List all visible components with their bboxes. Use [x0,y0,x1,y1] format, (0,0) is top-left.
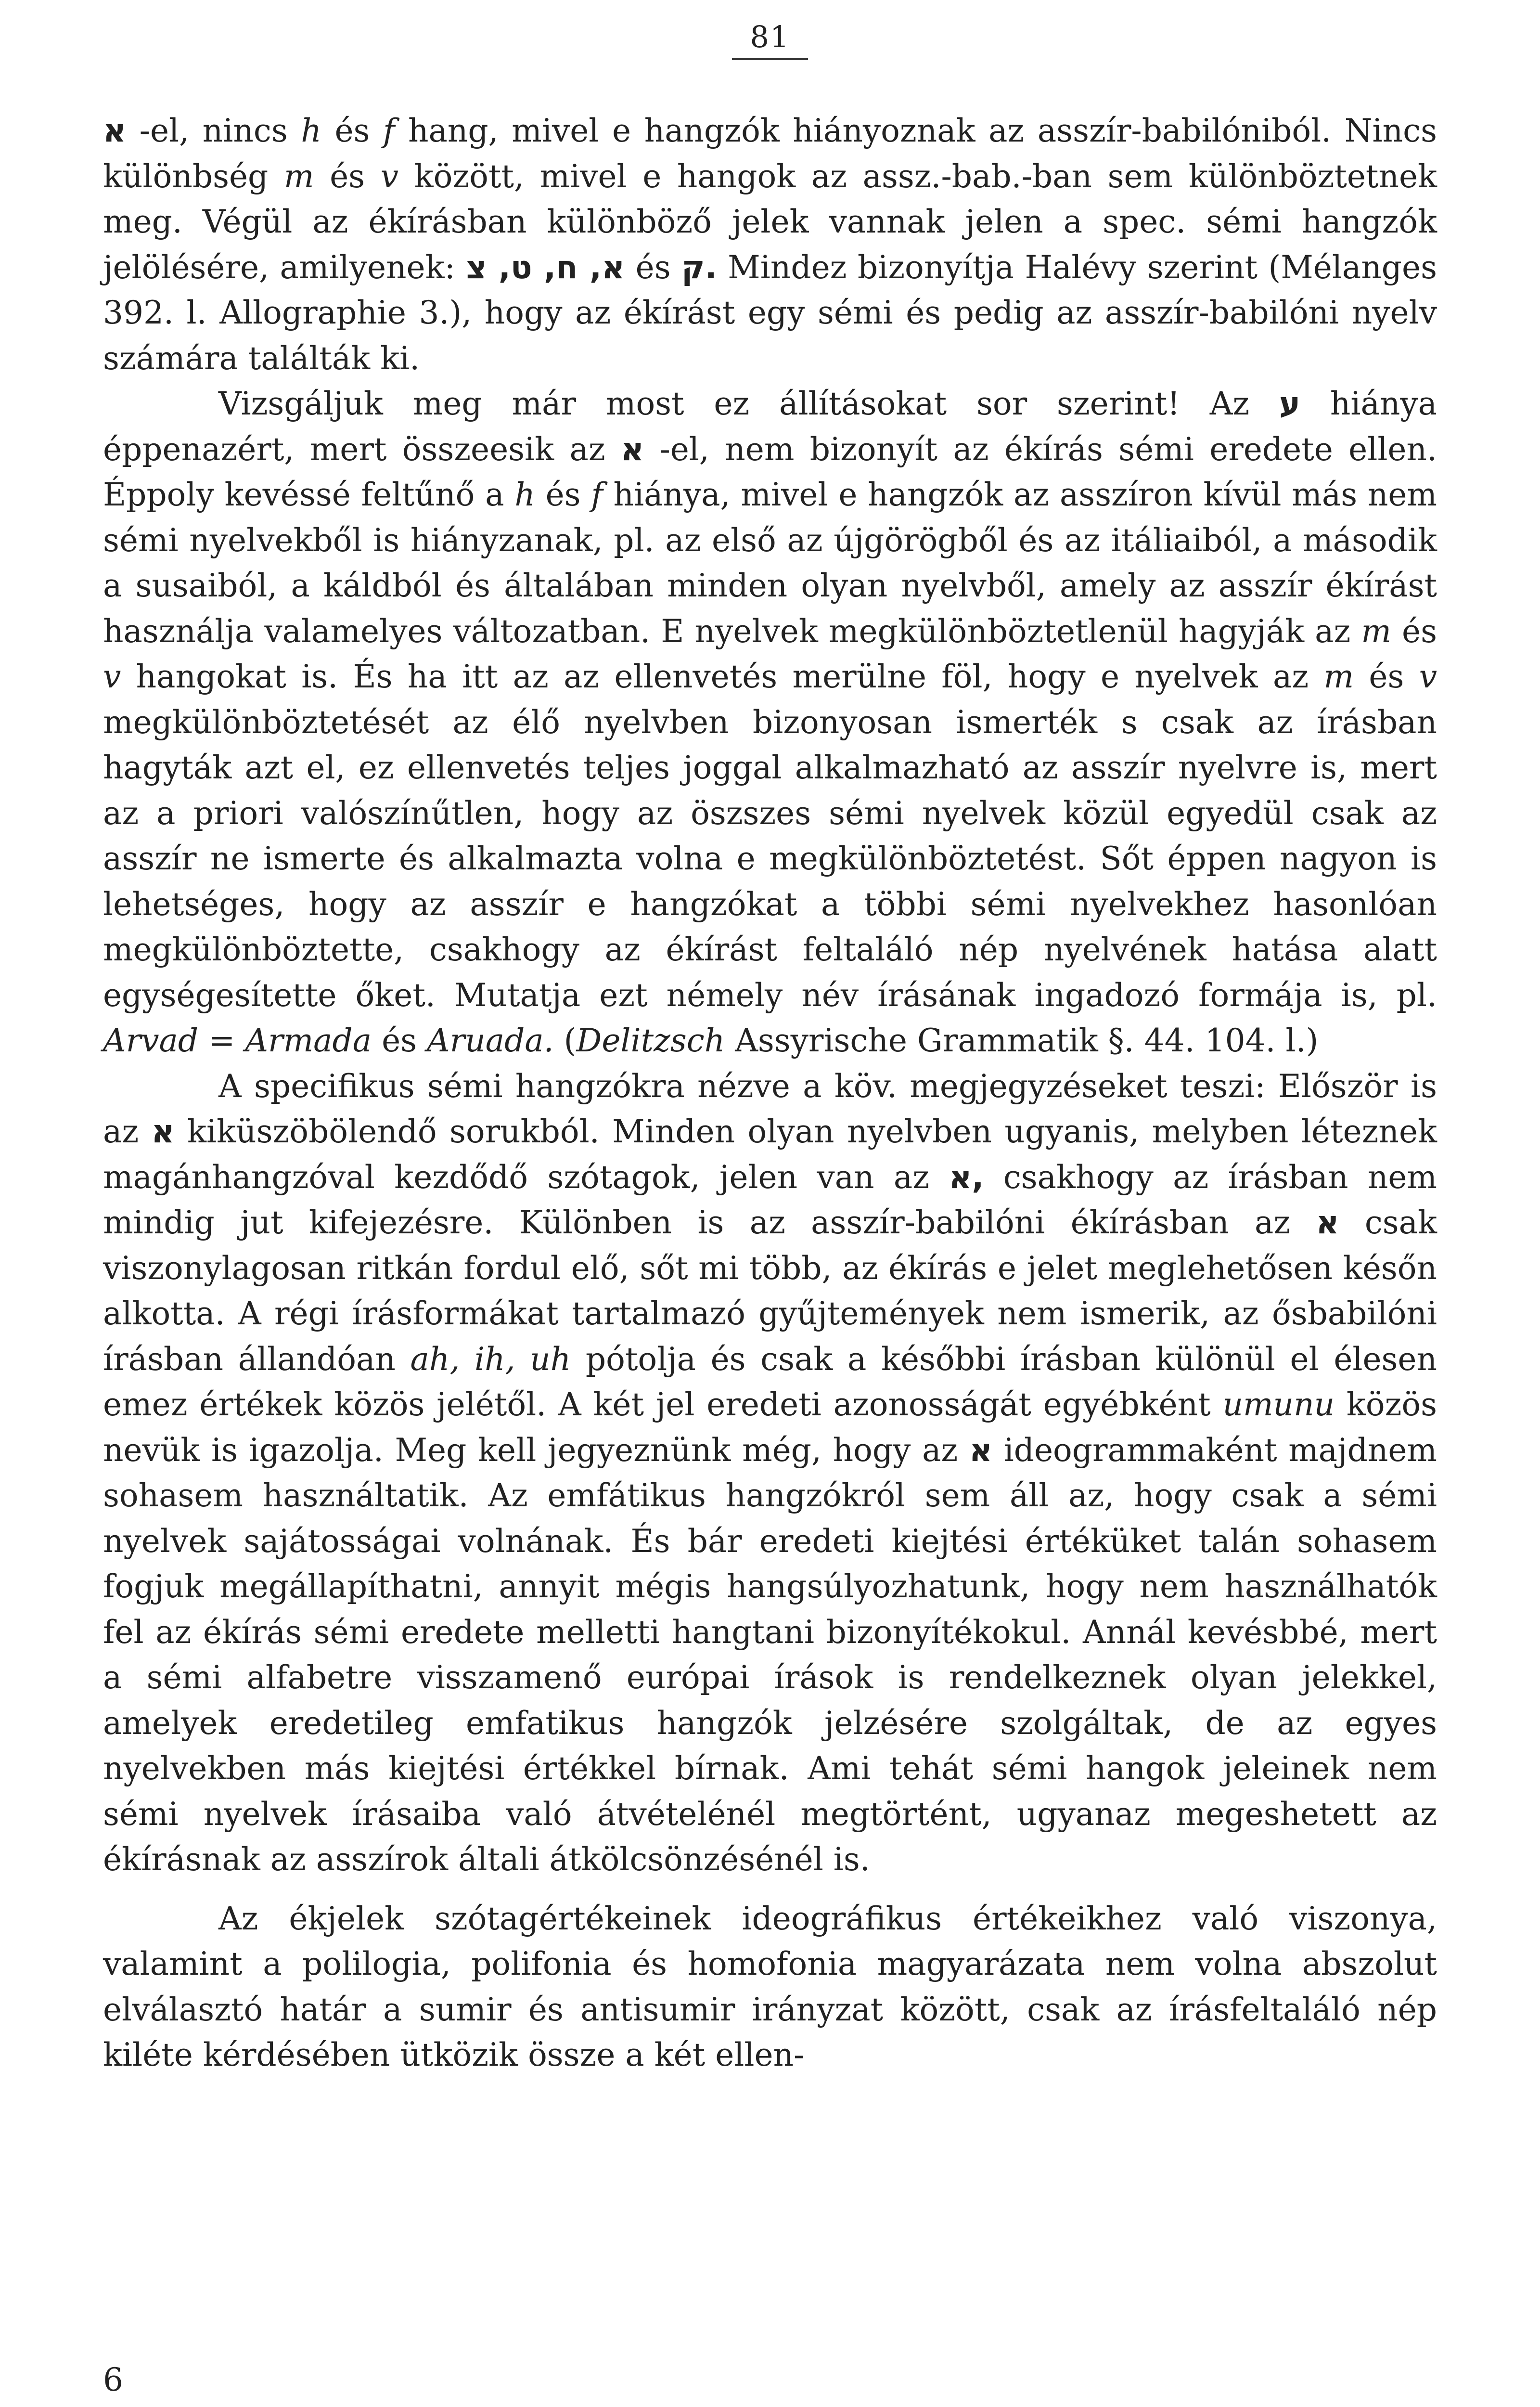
text-run: és [1354,658,1419,695]
text-run: és [372,1022,427,1059]
signature-mark: 6 [103,2361,123,2398]
italic-term: m [283,157,314,195]
italic-term: m [1323,658,1354,695]
text-run: megkülönböztetését az élő nyelvben bizonyosan ismerték s csak az írásban hagyták azt el, ez ellenvetés teljes joggal alkalmazható az asszír nyelvre is, mert az a priori valószínűtlen, hogy az öszszes sémi nyelvek közül egyedül csak az asszír ne ismerte és alkalmazta volna e megkülönböztetést. Sőt éppen nagyon is lehetséges, hogy az asszír e hangzókat a többi sémi nyelvekhez hasonlóan megkülönböztette, csakhogy az ékírást feltaláló nép nyelvének hatása alatt egységesítette őket. Mutatja ezt némely név írásának ingadozó formája is, pl. [103,703,1437,1014]
hebrew-letter: א, ח, ט, צ [466,248,625,286]
text-run: A specifikus sémi hangzókra nézve a köv. megjegyzéseket teszi: Először is az [103,1067,1437,1150]
text-run: csakhogy az írásban nem mindig jut kifejezésre. Különben is az asszír-babilóni ékírásban az [103,1158,1437,1241]
text-run: Az ékjelek szótagértékeinek ideográfikus értékeikhez való viszonya, valamint a polilogia, polifonia és homofonia magyarázata nem volna abszolut elválasztó határ a sumir és antisumir irányzat között, csak az írásfeltaláló nép kiléte kérdésében ütközik össze a két ellen- [103,1900,1437,2073]
paragraph-p3 [103,1064,1437,1883]
italic-term: v [103,658,121,695]
page-number-text: 81 [732,19,808,60]
hebrew-letter: א [621,430,644,468]
text-run: Vizsgáljuk meg már most ez állításokat sor szerint! Az [218,385,1280,422]
italic-term: Delitzsch [576,1022,725,1059]
text-run: között, mivel e hangok az assz.-bab.-ban sem különböztetnek meg. Végül az ékírásban különböző jelek vannak jelen a spec. sémi hangzók jelölésére, amilyenek: [103,157,1437,286]
italic-term: h [514,476,535,513]
page-number [0,19,1540,60]
text-run: közös nevük is igazolja. Meg kell jegyeznünk még, hogy az [103,1386,1437,1469]
paragraph-p1 [103,108,1437,381]
text-run: és [625,248,682,286]
text-run: és [1391,612,1437,650]
italic-term: f [383,112,395,149]
italic-term: Arvad [103,1022,199,1059]
text-run: és [535,476,591,513]
hebrew-letter: א [1316,1204,1339,1241]
italic-term: v [1419,658,1437,695]
italic-term: f [591,476,603,513]
hebrew-letter: א, [949,1158,984,1196]
text-run: hang, mivel e hangzók hiányoznak az asszír-babilóniból. Nincs különbség [103,112,1437,195]
text-run: és [321,112,383,149]
text-run: Assyrische Grammatik §. 44. 104. l.) [725,1022,1319,1059]
body-text [103,108,1437,2078]
italic-term: v [380,157,398,195]
text-run: és [314,157,381,195]
italic-term: umunu [1222,1386,1335,1423]
italic-term: ah, ih, uh [410,1340,571,1378]
text-run: ( [553,1022,577,1059]
hebrew-letter: ק. [681,248,717,286]
text-run: ideogrammaként majdnem sohasem használtatik. Az emfátikus hangzókról sem áll az, hogy csak a sémi nyelvek sajátosságai volnának. És bár eredeti kiejtési értéküket talán sohasem fogjuk megállapíthatni, annyit mégis hangsúlyozhatunk, hogy nem használhatók fel az ékírás sémi eredete melletti hangtani bizonyítékokul. Annál kevésbbé, mert a sémi alfabetre visszamenő európai írások is rendelkeznek olyan jelekkel, amelyek eredetileg emfatikus hangzók jelzésére szolgáltak, de az egyes nyelvekben más kiejtési értékkel bírnak. Ami tehát sémi hangok jeleinek nem sémi nyelvek írásaiba való átvételénél megtörtént, ugyanaz megeshetett az ékírásnak az asszírok általi átkölcsönzésénél is. [103,1431,1437,1878]
text-run: Mindez bizonyítja Halévy szerint (Mélanges 392. l. Allographie 3.), hogy az ékírást egy sémi és pedig az asszír-babilóni nyelv számára találták ki. [103,248,1437,377]
text-run: hangokat is. És ha itt az az ellenvetés merülne föl, hogy e nyelvek az [121,658,1324,695]
paragraph-p4 [103,1896,1437,2078]
italic-term: h [301,112,321,149]
italic-term: m [1361,612,1391,650]
italic-term: Aruada. [427,1022,554,1059]
hebrew-letter: א [151,1113,175,1150]
text-run: pótolja és csak a későbbi írásban különül el élesen emez értékek közös jelétől. A két jel eredeti azonosságát egyébként [103,1340,1437,1423]
hebrew-letter: ע [1279,385,1301,422]
text-run: -el, nincs [126,112,301,149]
paragraph-p2 [103,381,1437,1064]
text-run: kiküszöbölendő sorukból. Minden olyan nyelvben ugyanis, melyben léteznek magánhangzóval kezdődő szótagok, jelen van az [103,1113,1437,1196]
text-run: = [198,1022,245,1059]
hebrew-letter: א [103,112,127,149]
italic-term: Armada [245,1022,372,1059]
text-run: -el, nem bizonyít az ékírás sémi eredete ellen. Éppoly kevéssé feltűnő a [103,430,1437,513]
text-run: csak viszonylagosan ritkán fordul elő, sőt mi több, az ékírás e jelet meglehetősen későn alkotta. A régi írásformákat tartalmazó gyűjtemények nem ismerik, az ősbabilóni írásban állandóan [103,1204,1437,1378]
text-run: hiánya éppenazért, mert összeesik az [103,385,1437,468]
hebrew-letter: א [969,1431,992,1469]
text-run: hiánya, mivel e hangzók az asszíron kívül más nem sémi nyelvekből is hiányzanak, pl. az első az újgörögből és az itáliaiból, a második a susaiból, a káldból és általában minden olyan nyelvből, amely az asszír ékírást használja valamelyes változatban. E nyelvek megkülönböztetlenül hagyják az [103,476,1437,650]
